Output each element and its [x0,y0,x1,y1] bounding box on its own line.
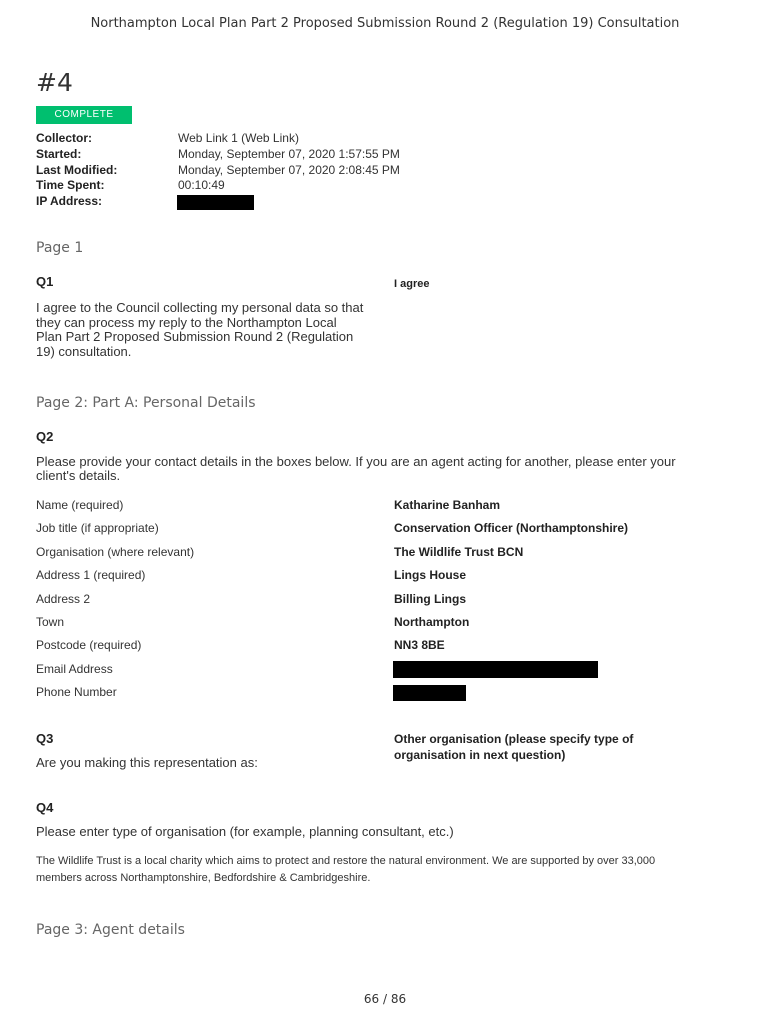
started-label: Started: [36,147,82,161]
q3-answer-line-1: Other organisation (please specify type of [394,732,634,746]
q1-answer: I agree [394,278,430,290]
q1-text-line-2: they can process my reply to the Northampton Local [36,315,337,330]
field-label-town: Town [36,615,65,629]
document-title: Northampton Local Plan Part 2 Proposed Submission Round 2 (Regulation 19) Consultation [90,16,680,31]
time-spent-value: 00:10:49 [178,178,225,192]
q1-label: Q1 [36,274,54,289]
response-number: #4 [36,68,73,97]
q3-text: Are you making this representation as: [36,755,258,770]
field-value-name: Katharine Banham [394,498,501,512]
q2-label: Q2 [36,429,54,444]
field-label-organisation: Organisation (where relevant) [36,545,195,559]
q4-answer-line-1: The Wildlife Trust is a local charity which aims to protect and restore the natural environment. We are supported by over 33,000 [36,855,656,867]
field-label-name: Name (required) [36,498,124,512]
ip-address-redaction [177,195,254,210]
time-spent-label: Time Spent: [36,178,105,192]
q1-text-line-3: Plan Part 2 Proposed Submission Round 2 (Regulation [36,329,354,344]
field-value-town: Northampton [394,615,470,629]
ip-address-label: IP Address: [36,194,103,208]
q2-text-line-2: client's details. [36,468,121,483]
field-label-address-1: Address 1 (required) [36,568,146,582]
page-number: 66 / 86 [363,992,407,1006]
field-value-address-2: Billing Lings [394,592,466,606]
collector-label: Collector: [36,131,93,145]
field-label-postcode: Postcode (required) [36,638,142,652]
field-value-job-title: Conservation Officer (Northamptonshire) [394,521,629,535]
q2-text-line-1: Please provide your contact details in the boxes below. If you are an agent acting for another, please enter your [36,454,676,469]
q1-text-line-4: 19) consultation. [36,344,132,359]
page-1-heading: Page 1 [36,240,84,256]
q3-answer-line-2: organisation in next question) [394,748,566,762]
page-2-heading: Page 2: Part A: Personal Details [36,395,256,411]
field-value-organisation: The Wildlife Trust BCN [394,545,524,559]
last-modified-label: Last Modified: [36,163,118,177]
page-3-heading: Page 3: Agent details [36,922,185,938]
q4-text: Please enter type of organisation (for example, planning consultant, etc.) [36,824,454,839]
field-value-address-1: Lings House [394,568,467,582]
q4-label: Q4 [36,800,54,815]
field-label-phone: Phone Number [36,685,117,699]
started-value: Monday, September 07, 2020 1:57:55 PM [178,147,400,161]
status-badge: COMPLETE [36,106,132,124]
phone-redaction [393,685,466,701]
email-redaction [393,661,598,678]
last-modified-value: Monday, September 07, 2020 2:08:45 PM [178,163,400,177]
q4-answer-line-2: members across Northamptonshire, Bedfordshire & Cambridgeshire. [36,872,371,884]
field-label-email: Email Address [36,662,113,676]
field-label-address-2: Address 2 [36,592,91,606]
q3-label: Q3 [36,731,54,746]
collector-value: Web Link 1 (Web Link) [178,131,299,145]
field-value-postcode: NN3 8BE [394,638,445,652]
q1-text-line-1: I agree to the Council collecting my personal data so that [36,300,364,315]
field-label-job-title: Job title (if appropriate) [36,521,159,535]
